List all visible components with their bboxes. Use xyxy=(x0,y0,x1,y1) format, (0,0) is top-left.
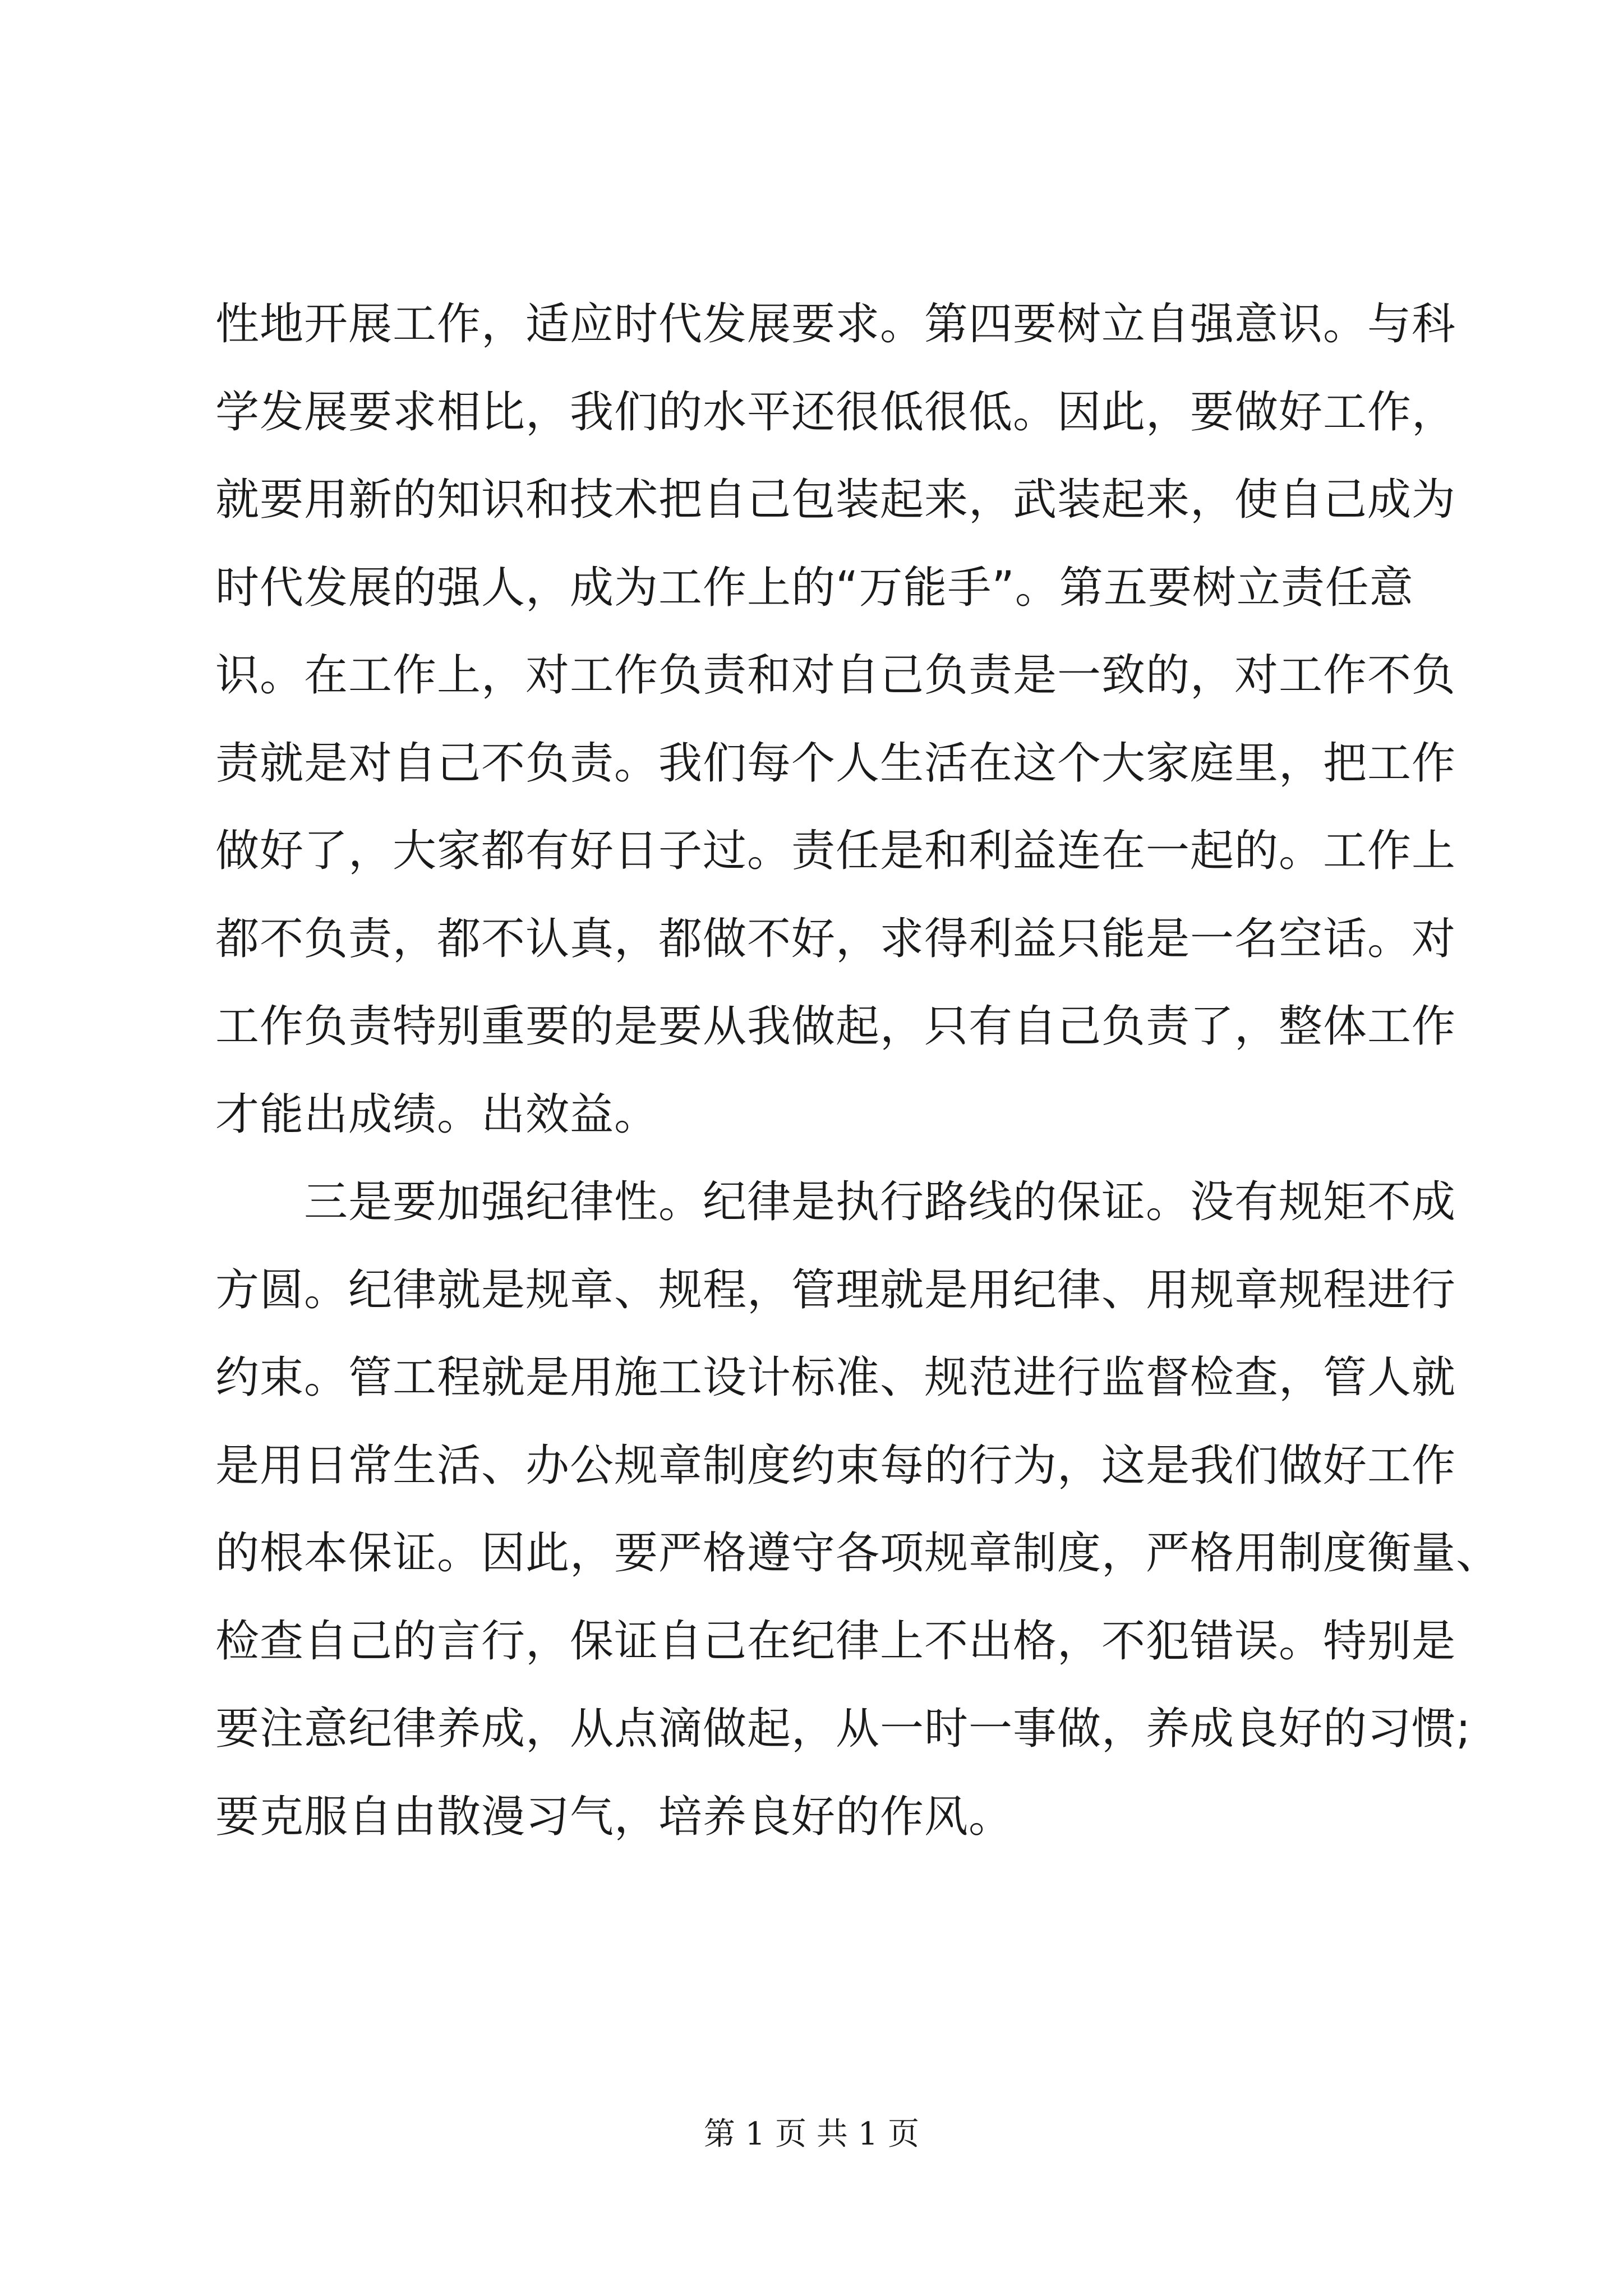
text-line: 三是要加强纪律性。纪律是执行路线的保证。没有规矩不成 xyxy=(215,1177,1456,1227)
text-line: 检查自己的言行，保证自己在纪律上不出格，不犯错误。特别是 xyxy=(215,1616,1456,1667)
text-line: 的根本保证。因此，要严格遵守各项规章制度，严格用制度衡量、 xyxy=(215,1528,1501,1579)
text-line: 要克服自由散漫习气，培养良好的作风。 xyxy=(215,1791,1013,1842)
text-line: 都不负责，都不认真，都做不好，求得利益只能是一名空话。对 xyxy=(215,913,1456,964)
page-footer: 第 1 页 共 1 页 xyxy=(703,2116,920,2152)
text-line: 约束。管工程就是用施工设计标准、规范进行监督检查，管人就 xyxy=(215,1352,1456,1403)
text-line: 要注意纪律养成，从点滴做起，从一时一事做，养成良好的习惯; xyxy=(215,1704,1472,1754)
text-line: 是用日常生活、办公规章制度约束每的行为，这是我们做好工作 xyxy=(215,1440,1456,1491)
body-text xyxy=(215,280,1501,1861)
text-line: 方圆。纪律就是规章、规程，管理就是用纪律、用规章规程进行 xyxy=(215,1264,1456,1315)
text-line: 时代发展的强人，成为工作上的“万能手”。第五要树立责任意 xyxy=(215,562,1414,613)
text-line: 识。在工作上，对工作负责和对自己负责是一致的，对工作不负 xyxy=(215,650,1456,701)
text-line: 才能出成绩。出效益。 xyxy=(215,1089,659,1140)
text-line: 就要用新的知识和技术把自己包装起来，武装起来，使自己成为 xyxy=(215,475,1456,525)
text-line: 性地开展工作，适应时代发展要求。第四要树立自强意识。与科 xyxy=(215,299,1456,349)
text-line: 责就是对自己不负责。我们每个人生活在这个大家庭里，把工作 xyxy=(215,738,1456,789)
text-line: 学发展要求相比，我们的水平还很低很低。因此，要做好工作， xyxy=(215,386,1456,438)
text-line: 做好了，大家都有好日子过。责任是和利益连在一起的。工作上 xyxy=(215,826,1456,876)
text-line: 工作负责特别重要的是要从我做起，只有自己负责了，整体工作 xyxy=(215,1001,1456,1052)
